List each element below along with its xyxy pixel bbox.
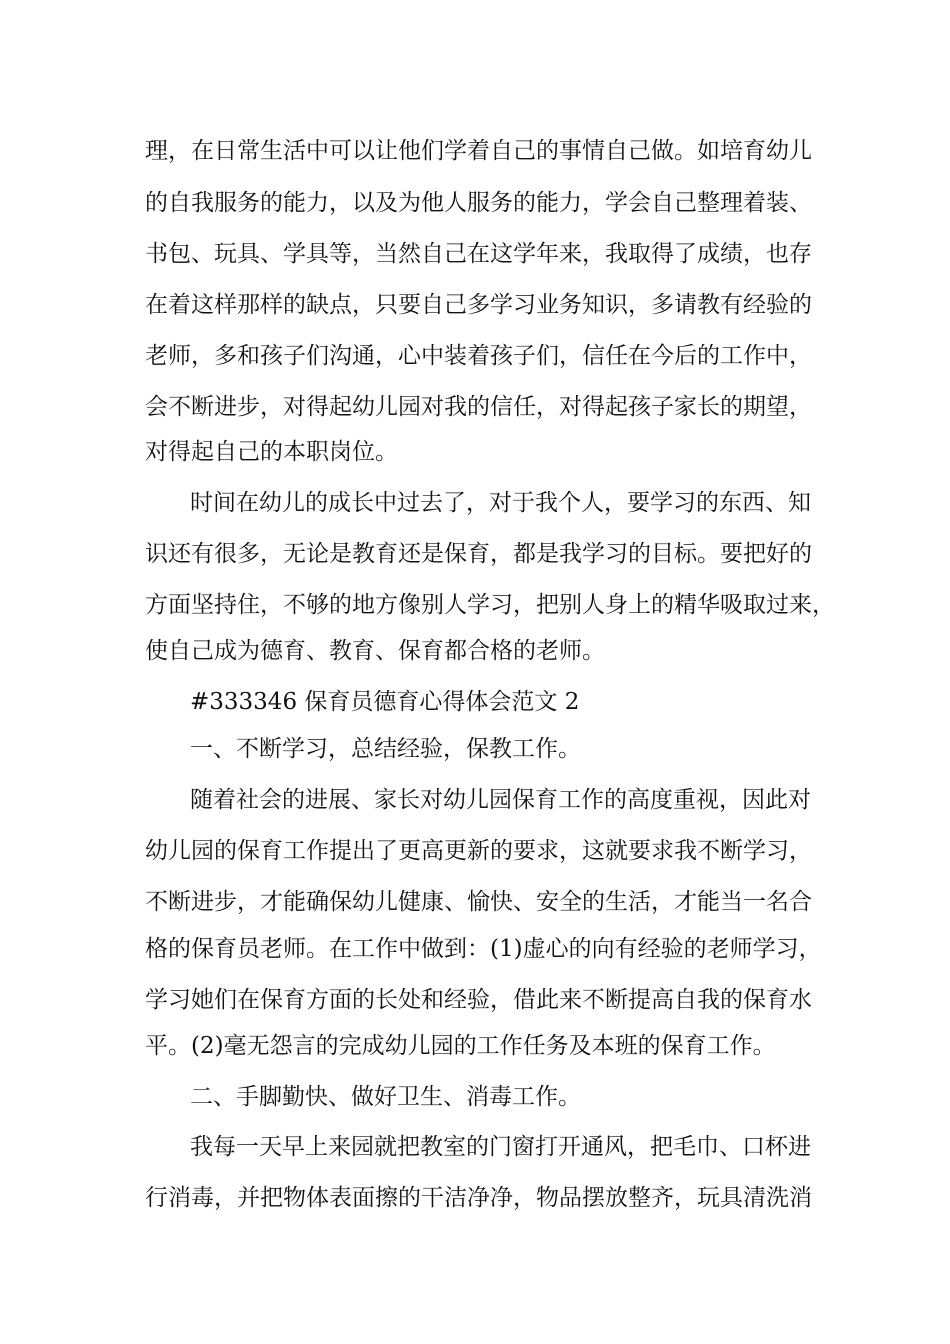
text-line: 对得起自己的本职岗位。 bbox=[145, 439, 398, 465]
text-line: 在着这样那样的缺点，只要自己多学习业务知识，多请教有经验的 bbox=[145, 292, 812, 318]
text-line: 格的保育员老师。在工作中做到：(1)虚心的向有经验的老师学习， bbox=[145, 936, 822, 962]
text-line: 老师，多和孩子们沟通，心中装着孩子们，信任在今后的工作中， bbox=[145, 343, 812, 369]
text-line: 幼儿园的保育工作提出了更高更新的要求，这就要求我不断学习， bbox=[145, 838, 812, 864]
section-heading: 一、不断学习，总结经验，保教工作。 bbox=[190, 736, 581, 762]
text-line: 会不断进步，对得起幼儿园对我的信任，对得起孩子家长的期望， bbox=[145, 394, 812, 420]
text-line: 的自我服务的能力，以及为他人服务的能力，学会自己整理着装、 bbox=[145, 190, 812, 216]
text-line: 平。(2)毫无怨言的完成幼儿园的工作任务及本班的保育工作。 bbox=[145, 1033, 776, 1059]
text-line: 方面坚持住，不够的地方像别人学习，把别人身上的精华吸取过来， bbox=[145, 592, 835, 618]
text-line: 识还有很多，无论是教育还是保育，都是我学习的目标。要把好的 bbox=[145, 541, 812, 567]
text-line: 理，在日常生活中可以让他们学着自己的事情自己做。如培育幼儿 bbox=[145, 138, 812, 164]
text-line: 书包、玩具、学具等，当然自己在这学年来，我取得了成绩，也存 bbox=[145, 241, 812, 267]
text-line: 随着社会的进展、家长对幼儿园保育工作的高度重视，因此对 bbox=[190, 787, 811, 813]
section-heading: #333346 保育员德育心得体会范文 2 bbox=[190, 689, 580, 715]
text-line: 使自己成为德育、教育、保育都合格的老师。 bbox=[145, 638, 605, 664]
section-heading: 二、手脚勤快、做好卫生、消毒工作。 bbox=[190, 1084, 581, 1110]
text-line: 时间在幼儿的成长中过去了，对于我个人，要学习的东西、知 bbox=[190, 490, 811, 516]
text-line: 行消毒，并把物体表面擦的干洁净净，物品摆放整齐，玩具清洗消 bbox=[145, 1185, 812, 1211]
text-line: 我每一天早上来园就把教室的门窗打开通风，把毛巾、口杯进 bbox=[190, 1134, 811, 1160]
text-line: 学习她们在保育方面的长处和经验，借此来不断提高自我的保育水 bbox=[145, 987, 812, 1013]
text-line: 不断进步，才能确保幼儿健康、愉快、安全的生活，才能当一名合 bbox=[145, 889, 812, 915]
